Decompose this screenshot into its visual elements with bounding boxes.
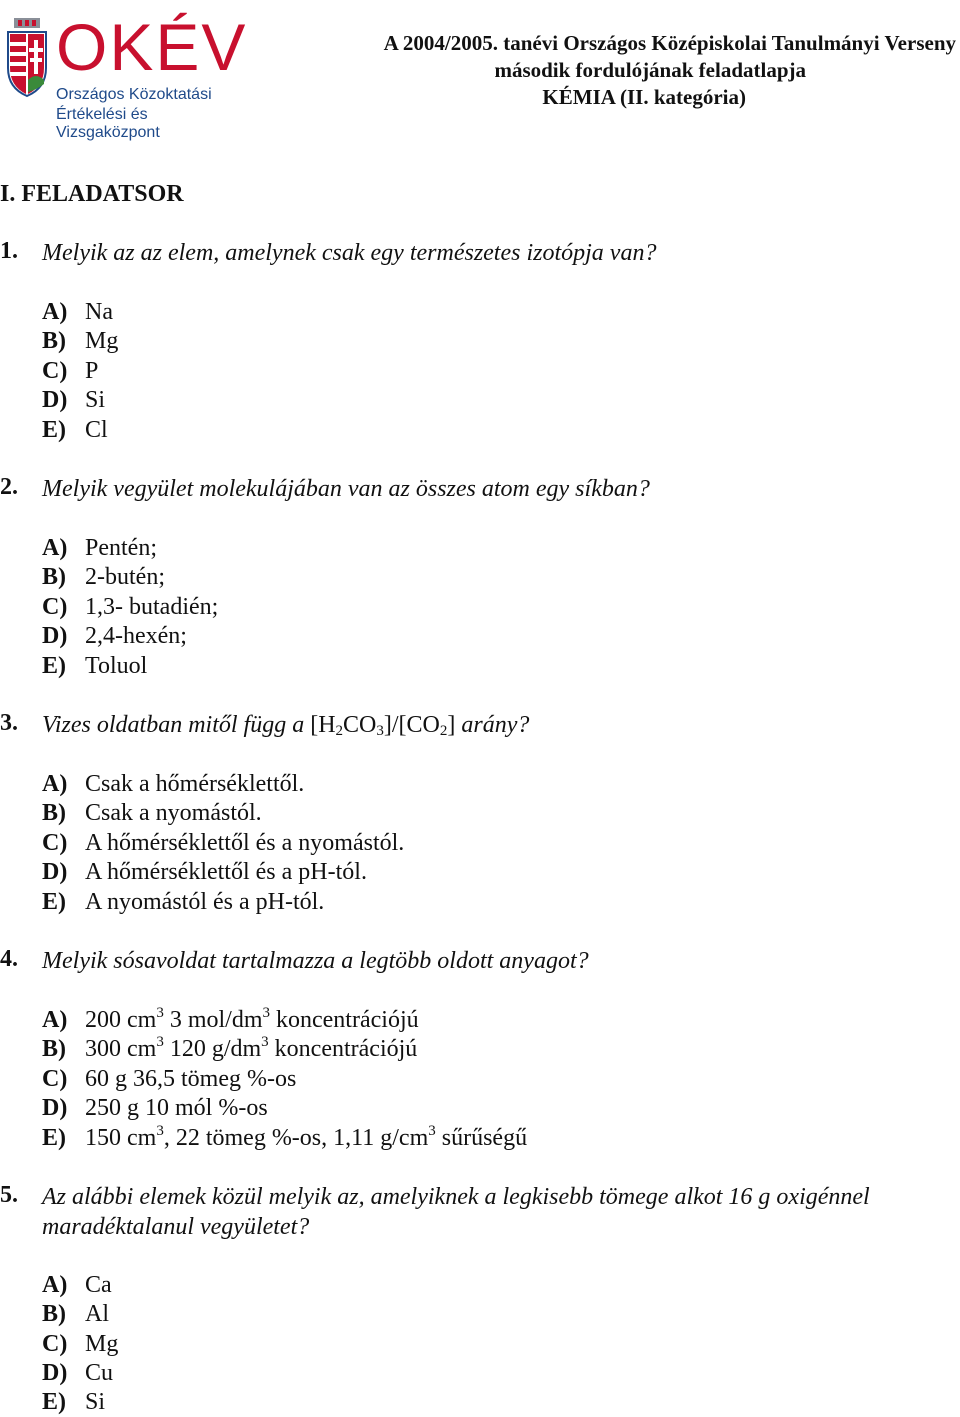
- option-label: B): [42, 800, 66, 826]
- option-text: Toluol: [85, 653, 148, 679]
- option-text: 1,3- butadién;: [85, 594, 219, 620]
- formula-subscript: 3: [376, 723, 384, 739]
- question-number: 4.: [0, 946, 18, 972]
- option-text: 60 g 36,5 tömeg %-os: [85, 1066, 297, 1092]
- formula-part: [H: [310, 712, 336, 738]
- answer-option: [42, 1094, 268, 1122]
- option-label: C): [42, 358, 68, 384]
- logo-brand-text: OKÉV: [56, 10, 248, 84]
- option-text-part: sűrűségű: [435, 1125, 528, 1151]
- exponent: 3: [261, 1034, 269, 1050]
- answer-option: [42, 534, 157, 562]
- title-line-1: A 2004/2005. tanévi Országos Középiskolai Tanulmányi Verseny: [383, 31, 956, 55]
- page-header: [0, 0, 960, 141]
- option-text: Csak a nyomástól.: [85, 800, 262, 826]
- answer-option: [42, 652, 147, 680]
- option-text: [85, 1007, 419, 1033]
- question-number: 2.: [0, 474, 18, 500]
- question-text: Melyik sósavoldat tartalmazza a legtöbb oldott anyagot?: [42, 948, 589, 974]
- section-title: I. FELADATSOR: [0, 181, 184, 207]
- option-label: E): [42, 889, 66, 915]
- option-label: E): [42, 653, 66, 679]
- question-text: [42, 710, 942, 740]
- option-label: A): [42, 1007, 68, 1033]
- answer-option: [42, 1035, 417, 1063]
- option-label: B): [42, 1036, 66, 1062]
- option-text: 2,4-hexén;: [85, 623, 187, 649]
- option-label: C): [42, 830, 68, 856]
- answer-option: [42, 327, 118, 355]
- answer-option: [42, 888, 324, 916]
- option-text: A nyomástól és a pH-tól.: [85, 889, 325, 915]
- option-text: A hőmérséklettől és a pH-tól.: [85, 859, 367, 885]
- option-text: Ca: [85, 1272, 112, 1298]
- answer-option: [42, 416, 108, 444]
- formula-part: CO: [343, 712, 377, 738]
- option-label: D): [42, 1360, 68, 1386]
- answer-option: [42, 386, 105, 414]
- option-text: Mg: [85, 328, 119, 354]
- option-label: C): [42, 1331, 68, 1357]
- hungarian-coat-of-arms-icon: [6, 18, 48, 98]
- answer-option: [42, 1006, 419, 1034]
- option-label: E): [42, 1125, 66, 1151]
- question-text: Melyik az az elem, amelynek csak egy természetes izotópja van?: [42, 240, 657, 266]
- answer-option: [42, 799, 262, 827]
- logo-subtitle-1: Országos Közoktatási: [56, 86, 212, 103]
- option-text: Na: [85, 299, 113, 325]
- exponent: 3: [262, 1005, 270, 1021]
- answer-option: [42, 1388, 105, 1416]
- option-text: 2-butén;: [85, 564, 165, 590]
- answer-option: [42, 1124, 527, 1152]
- answer-option: [42, 593, 218, 621]
- answer-option: [42, 1300, 109, 1328]
- exponent: 3: [156, 1123, 164, 1139]
- option-text: Si: [85, 387, 106, 413]
- option-label: D): [42, 387, 68, 413]
- answer-option: [42, 1359, 113, 1387]
- answer-option: [42, 563, 165, 591]
- logo-subtitle-2: Értékelési és Vizsgaközpont: [56, 106, 160, 141]
- option-label: C): [42, 594, 68, 620]
- question-number: 1.: [0, 238, 18, 264]
- option-label: B): [42, 1301, 66, 1327]
- option-text-part: koncentrációjú: [268, 1036, 418, 1062]
- option-text-part: 120 g/dm: [163, 1036, 262, 1062]
- question-text-line-2: maradéktalanul vegyületet?: [42, 1214, 310, 1240]
- option-text: Al: [85, 1301, 109, 1327]
- formula-subscript: 2: [439, 723, 448, 739]
- option-label: E): [42, 1389, 66, 1415]
- answer-option: [42, 1330, 118, 1358]
- option-text: Csak a hőmérséklettől.: [85, 771, 305, 797]
- option-text-part: , 22 tömeg %-os, 1,11 g/cm: [163, 1125, 429, 1151]
- formula-part: ]: [447, 712, 456, 738]
- answer-option: [42, 1065, 296, 1093]
- answer-option: [42, 357, 98, 385]
- option-label: B): [42, 564, 66, 590]
- formula-subscript: 2: [335, 723, 344, 739]
- exponent: 3: [156, 1034, 164, 1050]
- option-label: D): [42, 623, 68, 649]
- option-label: A): [42, 299, 68, 325]
- exponent: 3: [428, 1123, 436, 1139]
- option-text: 250 g 10 mól %-os: [85, 1095, 268, 1121]
- okev-logo: [6, 10, 248, 141]
- option-text-part: 300 cm: [85, 1036, 157, 1062]
- answer-option: [42, 1271, 112, 1299]
- option-text: Pentén;: [85, 535, 157, 561]
- answer-option: [42, 858, 367, 886]
- answer-option: [42, 770, 304, 798]
- option-text: Cu: [85, 1360, 114, 1386]
- option-text: Cl: [85, 417, 108, 443]
- option-label: B): [42, 328, 66, 354]
- question-text-part: arány?: [455, 712, 530, 738]
- option-text-part: 200 cm: [85, 1007, 157, 1033]
- answer-option: [42, 622, 187, 650]
- option-text: Mg: [85, 1331, 119, 1357]
- question-number: 5.: [0, 1182, 18, 1208]
- option-label: D): [42, 1095, 68, 1121]
- option-text-part: koncentrációjú: [270, 1007, 419, 1033]
- option-text: [85, 1125, 527, 1151]
- option-text-part: 3 mol/dm: [163, 1007, 263, 1033]
- option-label: A): [42, 771, 68, 797]
- answer-option: [42, 829, 404, 857]
- option-text: [85, 1036, 417, 1062]
- option-label: A): [42, 1272, 68, 1298]
- option-text: A hőmérséklettől és a nyomástól.: [85, 830, 405, 856]
- question-text: [42, 1182, 942, 1242]
- option-text: P: [85, 358, 99, 384]
- question-text: Melyik vegyület molekulájában van az összes atom egy síkban?: [42, 476, 650, 502]
- option-label: E): [42, 417, 66, 443]
- formula-part: ]/[CO: [383, 712, 440, 738]
- option-label: A): [42, 535, 68, 561]
- option-text: Si: [85, 1389, 106, 1415]
- answer-option: [42, 298, 113, 326]
- exponent: 3: [156, 1005, 164, 1021]
- question-text-line-1: Az alábbi elemek közül melyik az, amelyiknek a legkisebb tömege alkot 16 g oxigénnel: [42, 1184, 870, 1210]
- chemical-formula: [310, 712, 455, 738]
- title-line-3: KÉMIA (II. kategória): [542, 85, 746, 109]
- question-number: 3.: [0, 710, 18, 736]
- option-label: C): [42, 1066, 68, 1092]
- option-label: D): [42, 859, 68, 885]
- question-text-part: Vizes oldatban mitől függ a: [42, 712, 311, 738]
- option-text-part: 150 cm: [85, 1125, 157, 1151]
- document-title: [276, 30, 956, 111]
- title-line-2: második fordulójának feladatlapja: [494, 58, 806, 82]
